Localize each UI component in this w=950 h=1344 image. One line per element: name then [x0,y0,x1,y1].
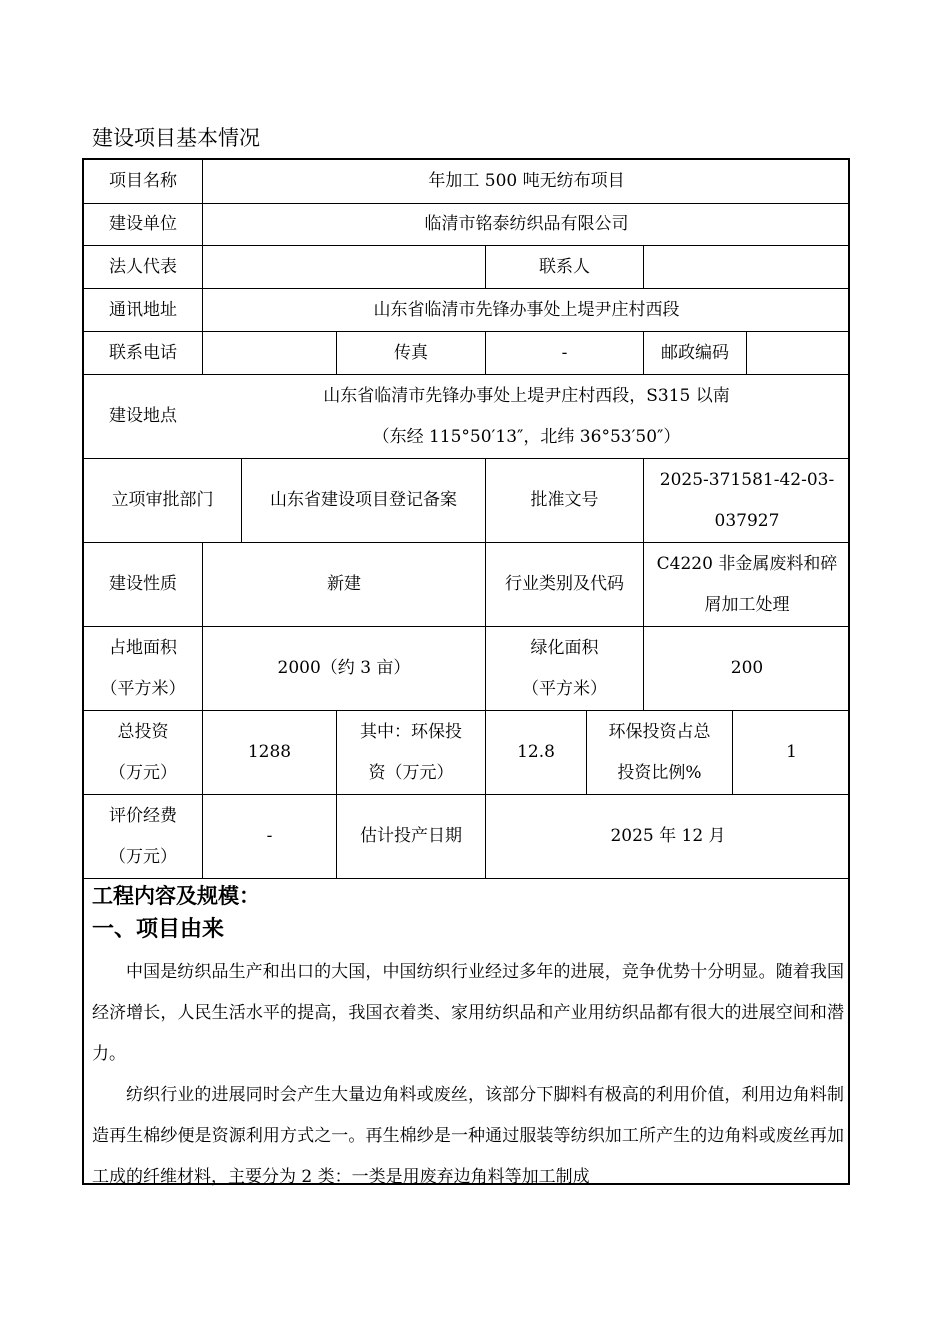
env-invest-label-line-2: 资（万元） [368,762,454,783]
env-invest-label [337,711,485,794]
env-ratio-label-line-2: 投资比例% [617,762,702,783]
site-line-1: 山东省临清市先锋办事处上堤尹庄村西段，S315 以南 [323,385,730,406]
legal-rep-value [203,246,485,288]
industry-label: 行业类别及代码 [505,574,624,594]
approval-no-line-1: 2025-371581-42-03- [659,469,835,490]
env-ratio-value: 1 [786,742,797,762]
contact-value [644,246,850,288]
nature-label: 建设性质 [109,574,177,594]
area-label-line-1: 占地面积 [109,637,177,658]
industry-line-2: 屑加工处理 [704,594,790,615]
phone-label: 联系电话 [109,342,177,363]
env-ratio-label [587,711,732,794]
site-line-2: （东经 115°50′13″，北纬 36°53′50″） [372,426,681,447]
section-body [92,952,844,1198]
site-label: 建设地点 [109,406,177,426]
industry-line-1: C4220 非金属废料和碎 [656,553,838,574]
approval-dept-value: 山东省建设项目登记备案 [270,490,457,510]
site-value [203,375,850,458]
approval-no-value [644,459,850,542]
env-invest-label-line-1: 其中：环保投 [360,721,462,742]
area-label-line-2: （平方米） [100,678,186,699]
green-label [486,627,643,710]
contact-label: 联系人 [539,256,590,277]
area-value: 2000（约 3 亩） [277,658,411,678]
builder-value: 临清市铭泰纺织品有限公司 [424,214,629,234]
builder-label: 建设单位 [109,214,177,234]
invest-value: 1288 [247,742,292,762]
paragraph: 中国是纺织品生产和出口的大国，中国纺织行业经过多年的进展，竞争优势十分明显。随着我国经济增长，人民生活水平的提高，我国衣着类、家用纺织品和产业用纺织品都有很大的进展空间和潜力。 [92,962,844,1064]
eval-fee-label [84,795,202,878]
invest-label [84,711,202,794]
postcode-value [747,332,850,374]
approval-no-line-2: 037927 [714,510,780,531]
green-label-line-2: （平方米） [522,678,607,699]
env-ratio-label-line-1: 环保投资占总 [608,721,711,742]
industry-value [644,543,850,626]
address-value: 山东省临清市先锋办事处上堤尹庄村西段 [373,299,680,320]
fax-value: - [561,342,568,363]
address-label: 通讯地址 [109,299,177,320]
approval-no-label: 批准文号 [530,490,599,510]
green-value: 200 [730,658,764,678]
green-label-line-1: 绿化面积 [530,637,599,658]
start-date-value: 2025 年 12 月 [610,826,726,846]
fax-label: 传真 [394,342,428,363]
section-subheading: 一、项目由来 [92,917,225,942]
eval-fee-label-line-2: （万元） [109,846,177,867]
phone-value [203,332,336,374]
area-label [84,627,202,710]
section-heading: 工程内容及规模： [92,884,260,908]
invest-label-line-1: 总投资 [117,721,169,742]
legal-rep-label: 法人代表 [109,256,177,277]
nature-value: 新建 [327,574,361,594]
approval-dept-label: 立项审批部门 [111,490,214,510]
postcode-label: 邮政编码 [661,342,729,363]
paragraph: 纺织行业的进展同时会产生大量边角料或废丝，该部分下脚料有极高的利用价值，利用边角料制造再生棉纱便是资源利用方式之一。再生棉纱是一种通过服装等纺织加工所产生的边角料或废丝再加工成的纤维材料，主要分为 2 类：一类是用废弃边角料等加工制成 [92,1085,844,1187]
eval-fee-value: - [266,826,273,846]
env-invest-value: 12.8 [517,742,555,762]
project-name-label: 项目名称 [109,171,177,191]
invest-label-line-2: （万元） [109,762,177,783]
page-title: 建设项目基本情况 [92,126,260,150]
project-name-value: 年加工 500 吨无纺布项目 [428,171,625,191]
start-date-label: 估计投产日期 [360,826,462,846]
eval-fee-label-line-1: 评价经费 [109,805,177,826]
